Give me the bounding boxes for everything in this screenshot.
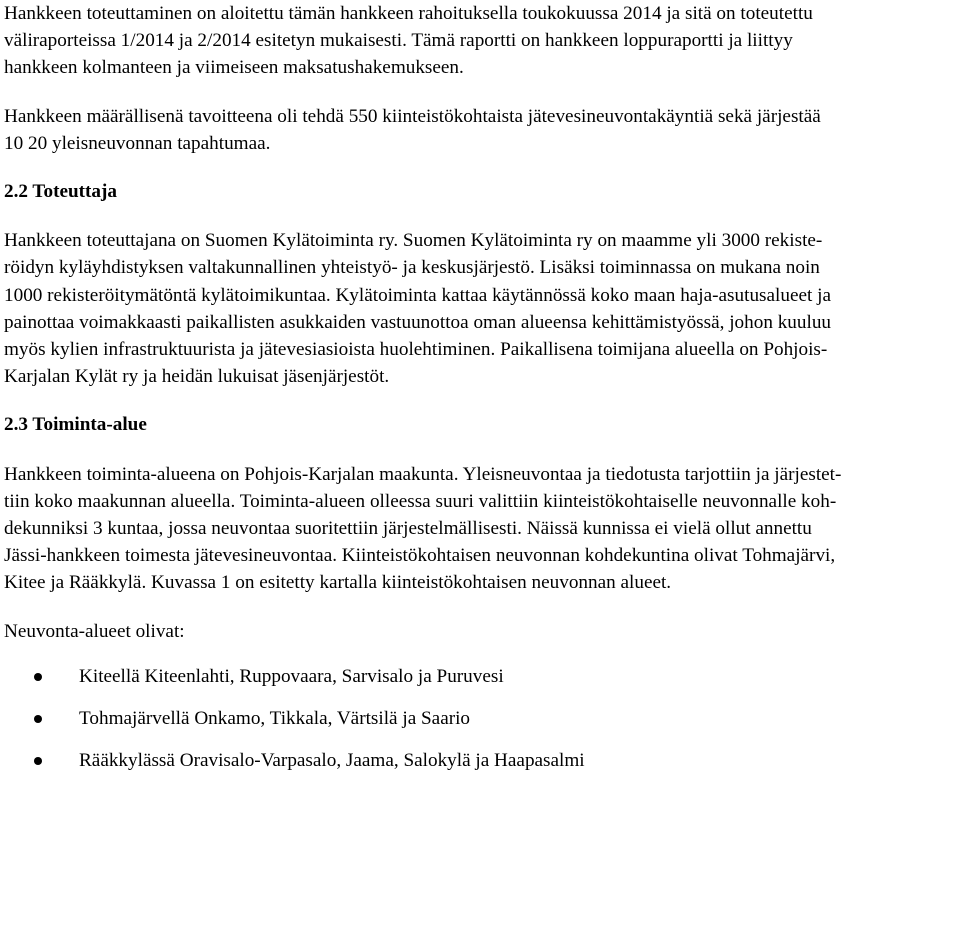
text-line: Kitee ja Rääkkylä. Kuvassa 1 on esitetty kartalla kiinteistökohtaisen neuvonnan alueet. (4, 572, 672, 594)
area-paragraph (4, 461, 956, 597)
list-item (4, 705, 956, 732)
section-heading-area: 2.3 Toiminta-alue (4, 414, 147, 436)
text-line: Hankkeen toteuttaminen on aloitettu tämän hankkeen rahoituksella toukokuussa 2014 ja sitä on toteutettu (4, 3, 813, 24)
text-line: tiin koko maakunnan alueella. Toiminta-alueen olleessa suuri valittiin kiinteistökohtaiselle neuvonnalle koh- (4, 490, 837, 512)
region-list (4, 663, 956, 775)
text-line: 10 20 yleisneuvonnan tapahtumaa. (4, 132, 271, 154)
text-line: Hankkeen toiminta-alueena on Pohjois-Karjalan maakunta. Yleisneuvontaa ja tiedotusta tarjottiin ja järjestet- (4, 463, 842, 485)
intro-paragraph (4, 0, 956, 82)
text-line: Karjalan Kylät ry ja heidän lukuisat jäsenjärjestöt. (4, 366, 390, 388)
list-item-text: Rääkkylässä Oravisalo-Varpasalo, Jaama, Salokylä ja Haapasalmi (79, 750, 585, 772)
goal-paragraph (4, 103, 956, 157)
text-line: 1000 rekisteröitymätöntä kylätoimikuntaa. Kylätoiminta kattaa käytännössä koko maan haja-asutusalueet ja (4, 284, 831, 306)
implementer-paragraph (4, 227, 956, 390)
text-line: hankkeen kolmanteen ja viimeiseen maksatushakemukseen. (4, 57, 464, 79)
bullet-icon (34, 757, 42, 765)
document-page (4, 0, 956, 774)
list-intro: Neuvonta-alueet olivat: (4, 620, 185, 642)
text-line: väliraporteissa 1/2014 ja 2/2014 esitetyn mukaisesti. Tämä raportti on hankkeen loppuraportti ja liittyy (4, 30, 793, 52)
list-item (4, 747, 956, 774)
text-line: Hankkeen määrällisenä tavoitteena oli tehdä 550 kiinteistökohtaista jätevesineuvontakäyntiä sekä järjestää (4, 105, 821, 127)
text-line: myös kylien infrastruktuurista ja jätevesiasioista huolehtiminen. Paikallisena toimijana alueella on Pohjois- (4, 339, 828, 361)
text-line: Hankkeen toteuttajana on Suomen Kylätoiminta ry. Suomen Kylätoiminta ry on maamme yli 3000 rekiste- (4, 230, 823, 252)
list-item-text: Tohmajärvellä Onkamo, Tikkala, Värtsilä ja Saario (79, 708, 471, 730)
list-item (4, 663, 956, 690)
text-line: painottaa voimakkaasti paikallisten asukkaiden vastuunottoa oman alueensa kehittämistyössä, johon kuuluu (4, 311, 832, 333)
section-heading-implementer: 2.2 Toteuttaja (4, 181, 117, 203)
list-item-text: Kiteellä Kiteenlahti, Ruppovaara, Sarvisalo ja Puruvesi (79, 665, 504, 687)
bullet-icon (34, 673, 42, 681)
text-line: dekunniksi 3 kuntaa, jossa neuvontaa suoritettiin järjestelmällisesti. Näissä kunnissa ei vielä ollut annettu (4, 518, 812, 540)
text-line: röidyn kyläyhdistyksen valtakunnallinen yhteistyö- ja keskusjärjestö. Lisäksi toiminnassa on mukana noin (4, 257, 820, 279)
bullet-icon (34, 715, 42, 723)
text-line: Jässi-hankkeen toimesta jätevesineuvontaa. Kiinteistökohtaisen neuvonnan kohdekuntina olivat Tohmajärvi, (4, 545, 836, 567)
